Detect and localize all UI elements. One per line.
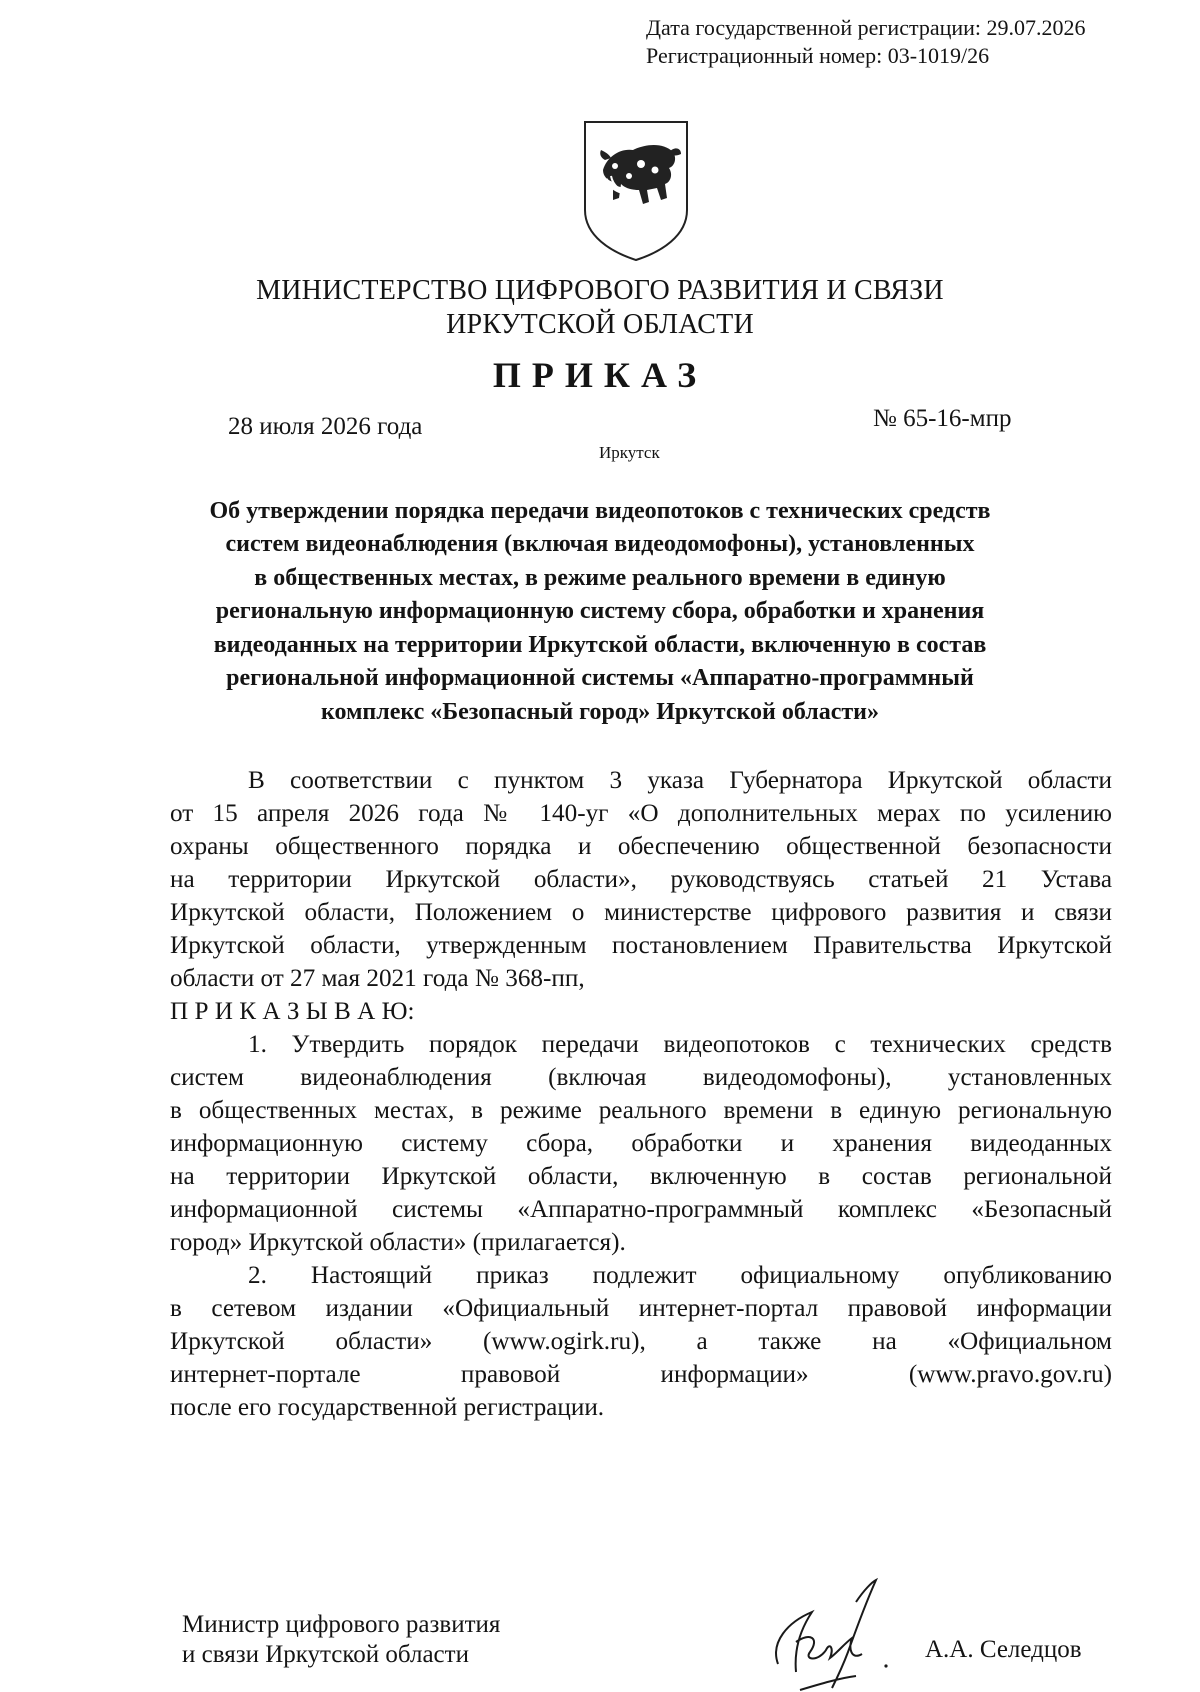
body-line: информационную систему сбора, обработки и хранения видеоданных xyxy=(170,1130,1112,1157)
document-type-title: ПРИКАЗ xyxy=(492,355,708,395)
body-line: информационной системы «Аппаратно-программный комплекс «Безопасный xyxy=(170,1196,1112,1223)
order-number: № 65-16-мпр xyxy=(873,405,1012,432)
body-line: Иркутской области» (www.ogirk.ru), а также на «Официальном xyxy=(170,1328,1112,1355)
signer-title-line2: и связи Иркутской области xyxy=(182,1641,469,1668)
registration-date: Дата государственной регистрации: 29.07.2026 xyxy=(646,15,1086,40)
subject-line: систем видеонаблюдения (включая видеодомофоны), установленных xyxy=(225,531,975,557)
signer-name: А.А. Селедцов xyxy=(925,1636,1082,1663)
subject-line: региональной информационной системы «Аппаратно-программный xyxy=(226,665,974,691)
signer-title xyxy=(182,1610,500,1670)
subject-line: региональную информационную систему сбора, обработки и хранения xyxy=(215,598,985,624)
body-line: 1. Утвердить порядок передачи видеопотоков с технических средств xyxy=(248,1031,1112,1058)
body-line: В соответствии с пунктом 3 указа Губернатора Иркутской области xyxy=(248,767,1112,794)
body-line: в сетевом издании «Официальный интернет-портал правовой информации xyxy=(170,1295,1112,1322)
subject-line: комплекс «Безопасный город» Иркутской области» xyxy=(321,699,879,725)
body-line: интернет-портале правовой информации» (www.pravo.gov.ru) xyxy=(170,1361,1112,1388)
registration-stamp xyxy=(646,14,1086,70)
order-directive: П Р И К А З Ы В А Ю: xyxy=(170,998,415,1025)
body-line: город» Иркутской области» (прилагается). xyxy=(170,1229,626,1256)
body-line: области от 27 мая 2021 года № 368-пп, xyxy=(170,965,585,992)
subject-line: видеоданных на территории Иркутской области, включенную в состав xyxy=(213,632,987,658)
ministry-name-line1: МИНИСТЕРСТВО ЦИФРОВОГО РАЗВИТИЯ И СВЯЗИ xyxy=(256,275,944,306)
body-line: на территории Иркутской области», руководствуясь статьей 21 Устава xyxy=(170,866,1112,893)
order-city: Иркутск xyxy=(599,443,660,462)
body-line: систем видеонаблюдения (включая видеодомофоны), установленных xyxy=(170,1064,1112,1091)
handwritten-signature xyxy=(760,1572,920,1692)
order-date: 28 июля 2026 года xyxy=(228,413,423,440)
subject-line: в общественных местах, в режиме реального времени в единую xyxy=(254,565,946,591)
registration-number: Регистрационный номер: 03-1019/26 xyxy=(646,43,990,68)
body-line: 2. Настоящий приказ подлежит официальному опубликованию xyxy=(248,1262,1112,1289)
body-line: от 15 апреля 2026 года № 140-уг «О дополнительных мерах по усилению xyxy=(170,800,1112,827)
signer-title-line1: Министр цифрового развития xyxy=(182,1611,501,1638)
ministry-name-line2: ИРКУТСКОЙ ОБЛАСТИ xyxy=(446,309,754,340)
coat-of-arms-icon xyxy=(581,118,691,262)
body-line: на территории Иркутской области, включенную в состав региональной xyxy=(170,1163,1112,1190)
body-line: в общественных местах, в режиме реального времени в единую региональную xyxy=(170,1097,1112,1124)
subject-line: Об утверждении порядка передачи видеопотоков с технических средств xyxy=(209,498,991,524)
body-line: после его государственной регистрации. xyxy=(170,1394,605,1421)
body-line: Иркутской области, Положением о министерстве цифрового развития и связи xyxy=(170,899,1112,926)
body-line: охраны общественного порядка и обеспечению общественной безопасности xyxy=(170,833,1112,860)
body-line: Иркутской области, утвержденным постановлением Правительства Иркутской xyxy=(170,932,1112,959)
